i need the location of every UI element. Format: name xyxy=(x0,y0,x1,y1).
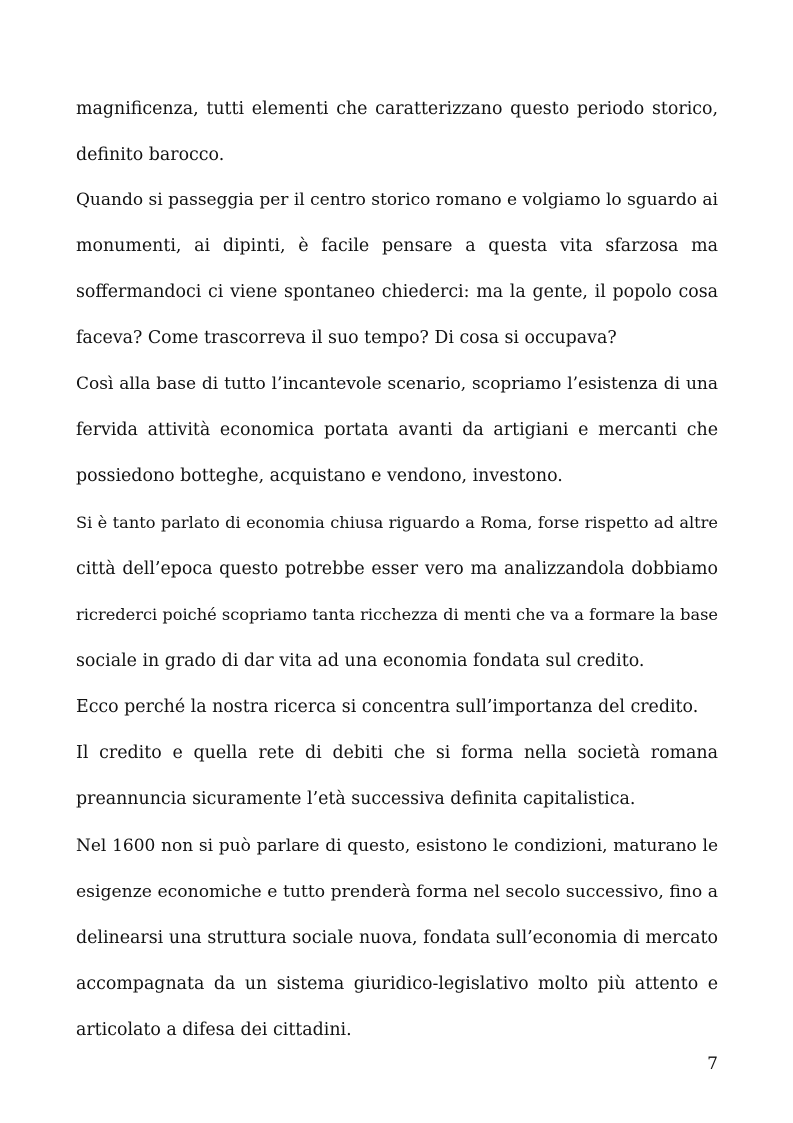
text-line: esigenze economiche e tutto prenderà forma nel secolo successivo, fino a xyxy=(76,882,718,902)
text-line: articolato a difesa dei cittadini. xyxy=(76,1020,352,1040)
text-line: definito barocco. xyxy=(76,145,225,165)
text-line: faceva? Come trascorreva il suo tempo? Di cosa si occupava? xyxy=(76,328,617,348)
text-line: soffermandoci ci viene spontaneo chiederci: ma la gente, il popolo cosa xyxy=(76,282,718,302)
text-line: Il credito e quella rete di debiti che si forma nella società romana xyxy=(76,743,718,763)
text-line: Così alla base di tutto l’incantevole scenario, scopriamo l’esistenza di una xyxy=(76,374,718,394)
text-line: Nel 1600 non si può parlare di questo, esistono le condizioni, maturano le xyxy=(76,836,718,856)
text-line: possiedono botteghe, acquistano e vendono, investono. xyxy=(76,466,563,486)
text-line: accompagnata da un sistema giuridico-legislativo molto più attento e xyxy=(76,974,718,994)
text-line: preannuncia sicuramente l’età successiva definita capitalistica. xyxy=(76,789,636,809)
text-line: sociale in grado di dar vita ad una economia fondata sul credito. xyxy=(76,651,645,671)
text-line: Si è tanto parlato di economia chiusa riguardo a Roma, forse rispetto ad altre xyxy=(76,513,718,532)
text-line: ricrederci poiché scopriamo tanta ricchezza di menti che va a formare la base xyxy=(76,605,718,624)
text-line: magnificenza, tutti elementi che caratterizzano questo periodo storico, xyxy=(76,99,718,119)
page-number: 7 xyxy=(707,1054,718,1074)
text-line: monumenti, ai dipinti, è facile pensare a questa vita sfarzosa ma xyxy=(76,236,718,256)
text-line: città dell’epoca questo potrebbe esser vero ma analizzandola dobbiamo xyxy=(76,559,718,579)
text-line: Quando si passeggia per il centro storico romano e volgiamo lo sguardo ai xyxy=(76,190,718,210)
text-line: fervida attività economica portata avanti da artigiani e mercanti che xyxy=(76,420,718,440)
text-line: Ecco perché la nostra ricerca si concentra sull’importanza del credito. xyxy=(76,697,699,717)
text-line: delinearsi una struttura sociale nuova, fondata sull’economia di mercato xyxy=(76,928,718,948)
